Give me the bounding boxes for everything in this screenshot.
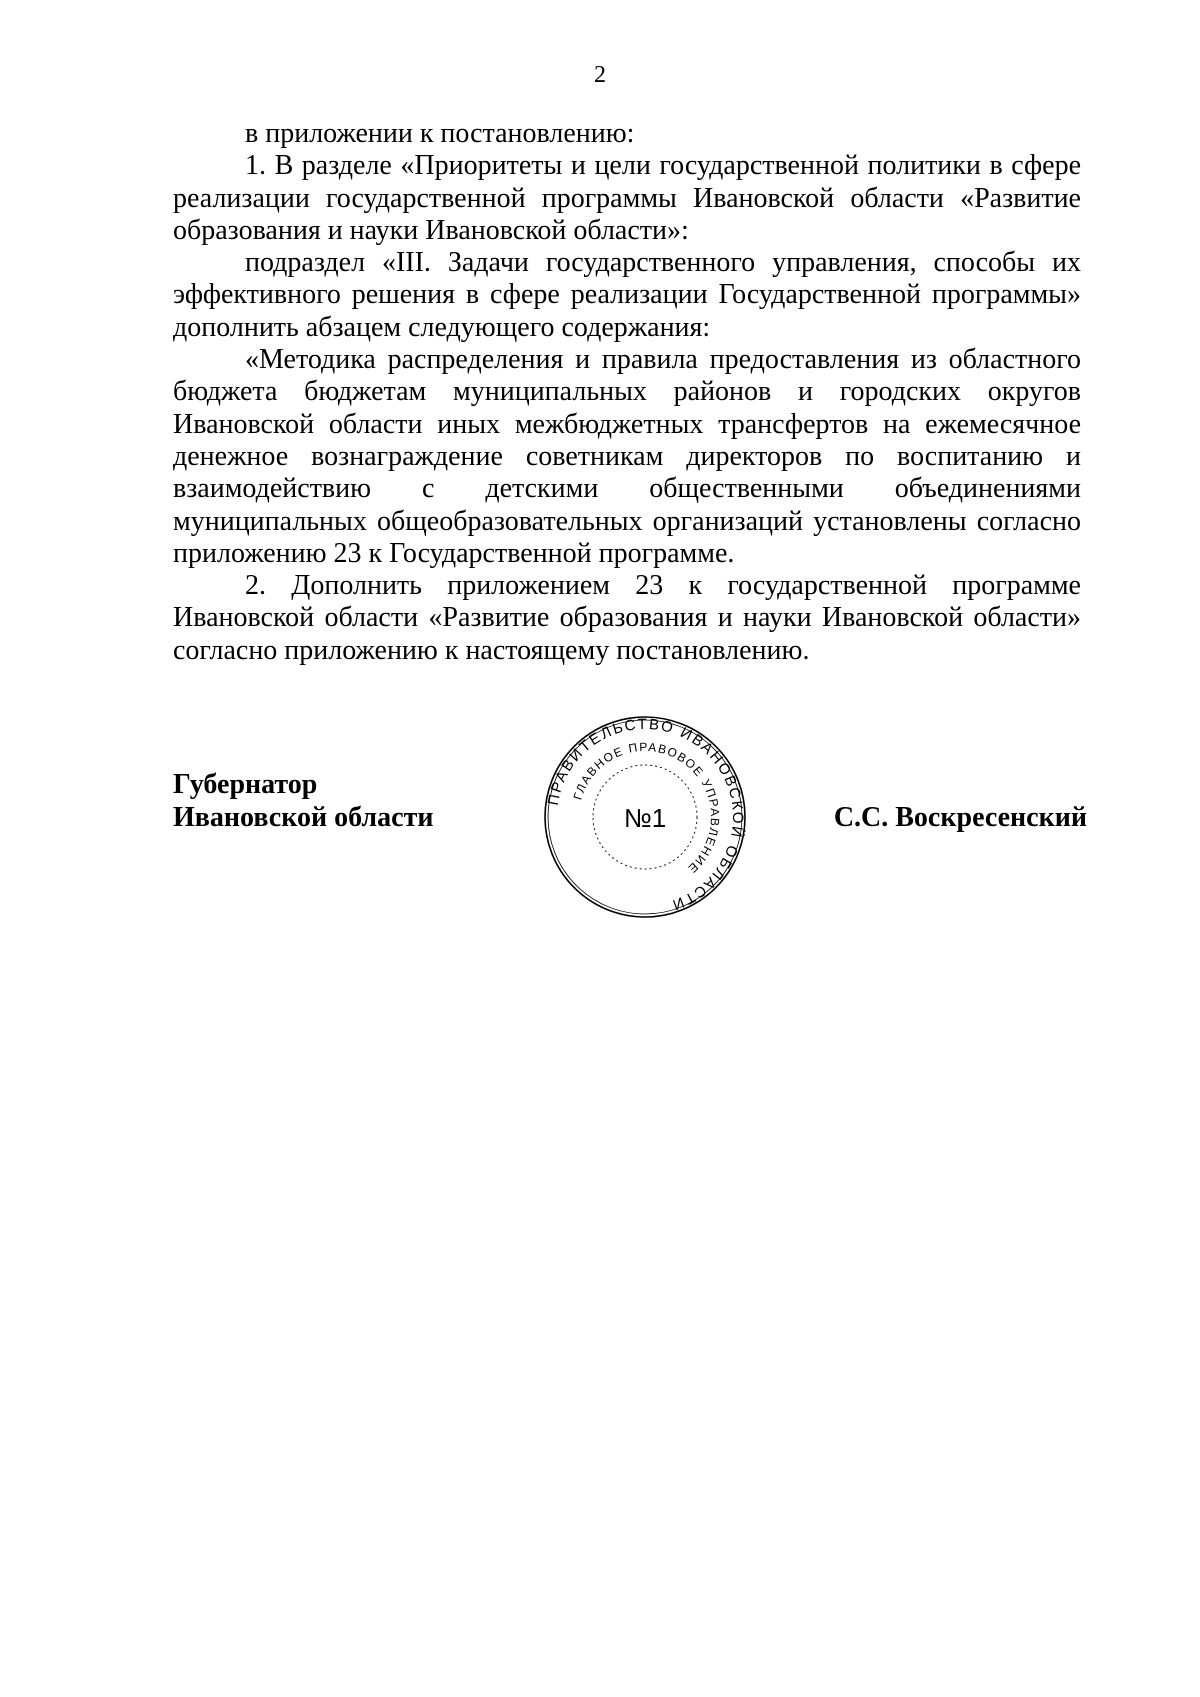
official-seal [540,712,750,922]
paragraph-intro: в приложении к постановлению: [245,118,635,149]
seal-center-text: №1 [623,803,667,833]
signer-name: С.С. Воскресенский [833,802,1087,833]
seal-graphic [540,712,750,922]
seal-outer-text: ПРАВИТЕЛЬСТВО ИВАНОВСКОЙ ОБЛАСТИ [544,715,747,914]
page-number: 2 [594,62,606,88]
seal-inner-text: ГЛАВНОЕ ПРАВОВОЕ УПРАВЛЕНИЕ [570,739,723,877]
paragraph-methodology: «Методика распределения и правила предоставления из областного бюджета бюджетам муниципальных районов и городских округов Ивановской области иных межбюджетных трансфертов на ежемесячное денежное вознаграждение советникам директоров по воспитанию и взаимодействию с детскими общественными объединениями муниципальных общеобразовательных организаций установлены согласно приложению 23 к Государственной программе. [173,344,1081,569]
signatory-title [173,768,433,834]
document-body [173,118,1081,667]
signatory-title-line-1: Губернатор [173,769,318,800]
paragraph-item-1: 1. В разделе «Приоритеты и цели государственной политики в сфере реализации государственной программы Ивановской области «Развитие образования и науки Ивановской области»: [173,150,1081,246]
signatory-title-line-2: Ивановской области [173,802,434,833]
paragraph-item-2: 2. Дополнить приложением 23 к государственной программе Ивановской области «Развитие образования и науки Ивановской области» согласно приложению к настоящему постановлению. [173,570,1081,666]
paragraph-subsection: подраздел «III. Задачи государственного управления, способы их эффективного решения в сфере реализации Государственной программы» дополнить абзацем следующего содержания: [173,247,1081,343]
